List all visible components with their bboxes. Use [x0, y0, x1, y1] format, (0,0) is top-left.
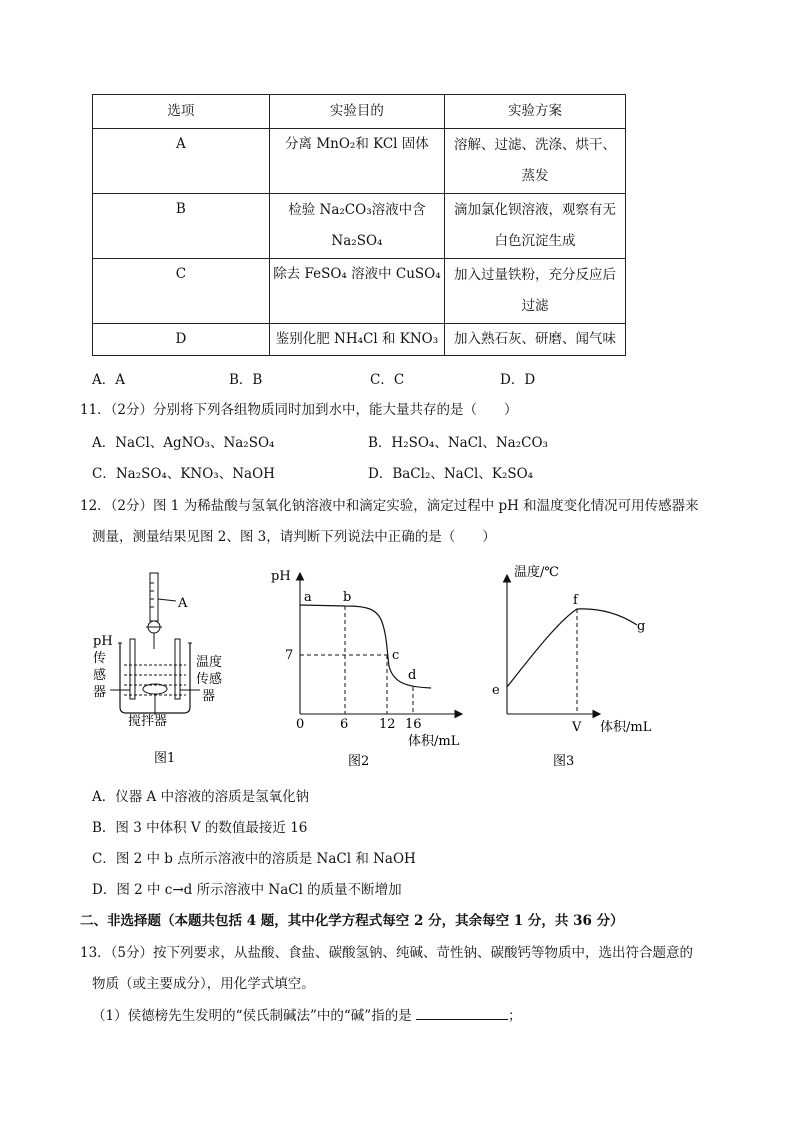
table-header: 实验目的	[269, 95, 444, 129]
q12-choice-a: A．仪器 A 中溶液的溶质是氢氧化钠	[92, 789, 310, 805]
table-cell: 加入熟石灰、研磨、闻气味	[445, 324, 626, 356]
table-header: 选项	[93, 95, 270, 129]
q11-choice-d: D．BaCl₂、NaCl、K₂SO₄	[368, 466, 534, 482]
fig2-point-a: a	[304, 590, 312, 605]
q12-stem-line1: 12．（2分）图 1 为稀盐酸与氢氧化钠溶液中和滴定实验，滴定过程中 pH 和温度变化情况可用传感器来	[80, 498, 699, 514]
fig1-ph-sensor-label: 器	[93, 685, 107, 700]
fig3-x-label: 体积/mL	[600, 720, 652, 735]
table-cell: D	[93, 324, 270, 356]
fig2-caption: 图2	[348, 754, 370, 769]
fig1-label-a: A	[178, 596, 188, 611]
fig2-point-b: b	[343, 590, 352, 605]
fig2-point-d: d	[408, 668, 417, 683]
fig2-x-tick: 16	[405, 717, 422, 732]
table-cell: 鉴别化肥 NH₄Cl 和 KNO₃	[269, 324, 444, 356]
q11-stem: 11．（2分）分别将下列各组物质同时加到水中，能大量共存的是（ ）	[80, 402, 518, 418]
q12-choice-b: B．图 3 中体积 V 的数值最接近 16	[92, 820, 308, 836]
fig1-temp-sensor-label: 温度	[196, 655, 223, 670]
fig1-temp-sensor-label: 器	[202, 689, 216, 704]
q11-choice-c: C．Na₂SO₄、KNO₃、NaOH	[92, 466, 275, 482]
q10-choice-b: B．B	[229, 372, 263, 388]
q12-choice-c: C．图 2 中 b 点所示溶液中的溶质是 NaCl 和 NaOH	[92, 851, 416, 867]
q10-table	[92, 94, 626, 356]
fig2-y-tick-7: 7	[285, 648, 294, 663]
fig3-y-label: 温度/℃	[514, 565, 559, 580]
fig2-ph-chart	[265, 562, 470, 777]
fig3-point-e: e	[492, 683, 500, 698]
q12-choice-d: D．图 2 中 c→d 所示溶液中 NaCl 的质量不断增加	[92, 882, 402, 898]
fig2-point-c: c	[392, 648, 400, 663]
table-cell: 溶解、过滤、洗涤、烘干、 蒸发	[445, 129, 626, 194]
table-row	[93, 259, 626, 324]
table-cell: 分离 MnO₂和 KCl 固体	[269, 129, 444, 194]
table-cell: 加入过量铁粉，充分反应后 过滤	[445, 259, 626, 324]
q13-stem-line2: 物质（或主要成分），用化学式填空。	[92, 976, 315, 992]
table-cell: A	[93, 129, 270, 194]
fig1-ph-sensor-label: pH	[93, 634, 113, 649]
fig1-ph-sensor-label: 传	[93, 651, 107, 666]
fig2-y-label: pH	[271, 569, 291, 584]
fig3-temp-curve	[507, 609, 637, 687]
table-row	[93, 129, 626, 194]
fig3-caption: 图3	[553, 754, 575, 769]
fig1-temp-sensor-label: 传感	[196, 672, 223, 687]
table-cell: C	[93, 259, 270, 324]
q11-choice-a: A．NaCl、AgNO₃、Na₂SO₄	[92, 435, 275, 451]
q13-stem-line1: 13．（5分）按下列要求，从盐酸、食盐、碳酸氢钠、纯碱、苛性钠、碳酸钙等物质中，选出符合题意的	[80, 945, 694, 961]
table-row	[93, 324, 626, 356]
answer-blank[interactable]	[416, 1005, 508, 1020]
q10-choice-d: D．D	[500, 372, 536, 388]
table-cell: B	[93, 194, 270, 259]
q12-stem-line2: 测量，测量结果见图 2、图 3，请判断下列说法中正确的是（ ）	[92, 529, 496, 545]
fig1-ph-sensor-label: 感	[93, 668, 107, 683]
fig1-caption: 图1	[154, 751, 176, 766]
fig2-x-tick: 12	[379, 717, 396, 732]
table-cell: 检验 Na₂CO₃溶液中含 Na₂SO₄	[269, 194, 444, 259]
fig2-x-label: 体积/mL	[408, 734, 460, 749]
fig1-stirrer-label: 搅拌器	[128, 714, 168, 729]
q10-choice-a: A．A	[92, 372, 125, 388]
table-header: 实验方案	[445, 95, 626, 129]
section-heading: 二、非选择题（本题共包括 4 题，其中化学方程式每空 2 分，其余每空 1 分，共 36 分）	[80, 913, 624, 929]
fig3-point-f: f	[573, 593, 578, 608]
q13-item1: （1）侯德榜先生发明的“侯氏制碱法”中的“碱”指的是 ；	[92, 1005, 522, 1026]
q11-choice-b: B．H₂SO₄、NaCl、Na₂CO₃	[368, 435, 548, 451]
fig2-x-tick: 0	[296, 717, 305, 732]
table-cell: 除去 FeSO₄ 溶液中 CuSO₄	[269, 259, 444, 324]
fig1-apparatus	[90, 565, 240, 775]
fig3-temperature-chart	[487, 562, 662, 777]
table-row	[93, 194, 626, 259]
fig3-x-tick: V	[572, 720, 582, 735]
table-cell: 滴加氯化钡溶液，观察有无 白色沉淀生成	[445, 194, 626, 259]
q10-choice-c: C．C	[370, 372, 405, 388]
fig2-x-tick: 6	[340, 717, 349, 732]
fig3-point-g: g	[637, 619, 646, 634]
